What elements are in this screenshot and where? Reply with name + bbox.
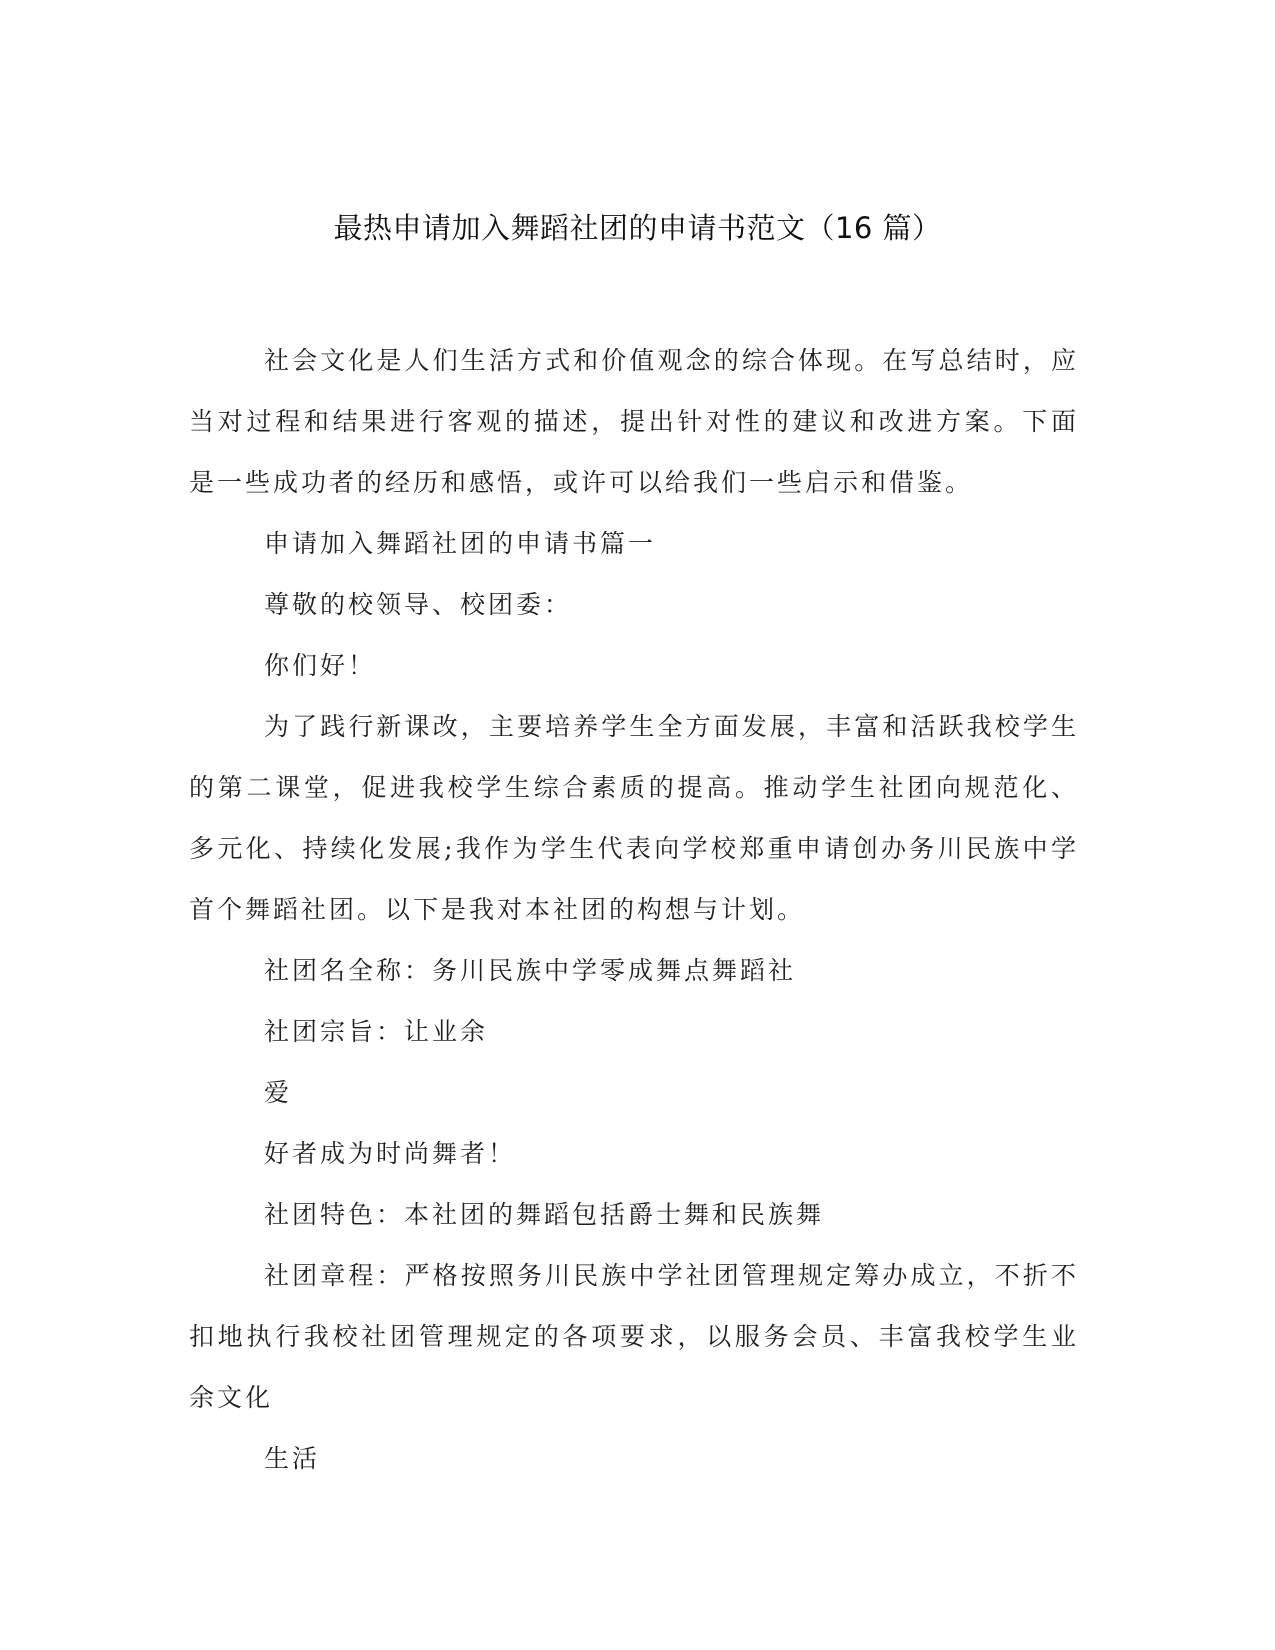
club-charter-paragraph: 社团章程：严格按照务川民族中学社团管理规定筹办成立，不折不扣地执行我校社团管理规定的各项要求，以服务会员、丰富我校学生业余文化	[189, 1261, 1079, 1412]
club-aim-continuation-2: 好者成为时尚舞者！	[264, 1139, 517, 1168]
document-title: 最热申请加入舞蹈社团的申请书范文（16 篇）	[333, 211, 942, 245]
purpose-paragraph: 为了践行新课改，主要培养学生全方面发展，丰富和活跃我校学生的第二课堂，促进我校学生综合素质的提高。推动学生社团向规范化、多元化、持续化发展;我作为学生代表向学校郑重申请创办务川民族中学首个舞蹈社团。以下是我对本社团的构想与计划。	[189, 712, 1079, 924]
document-body	[189, 330, 1079, 1489]
club-aim-continuation-1: 爱	[264, 1078, 293, 1107]
salutation: 尊敬的校领导、校团委：	[264, 590, 573, 619]
club-aim-line: 社团宗旨：让业余	[264, 1017, 489, 1046]
club-charter-continuation: 生活	[264, 1444, 321, 1473]
club-name-line: 社团名全称：务川民族中学零成舞点舞蹈社	[264, 956, 797, 985]
club-feature-line: 社团特色：本社团的舞蹈包括爵士舞和民族舞	[264, 1200, 825, 1229]
intro-paragraph: 社会文化是人们生活方式和价值观念的综合体现。在写总结时，应当对过程和结果进行客观的描述，提出针对性的建议和改进方案。下面是一些成功者的经历和感悟，或许可以给我们一些启示和借鉴。	[189, 346, 1079, 497]
section-heading: 申请加入舞蹈社团的申请书篇一	[264, 529, 657, 558]
greeting: 你们好！	[264, 651, 377, 680]
